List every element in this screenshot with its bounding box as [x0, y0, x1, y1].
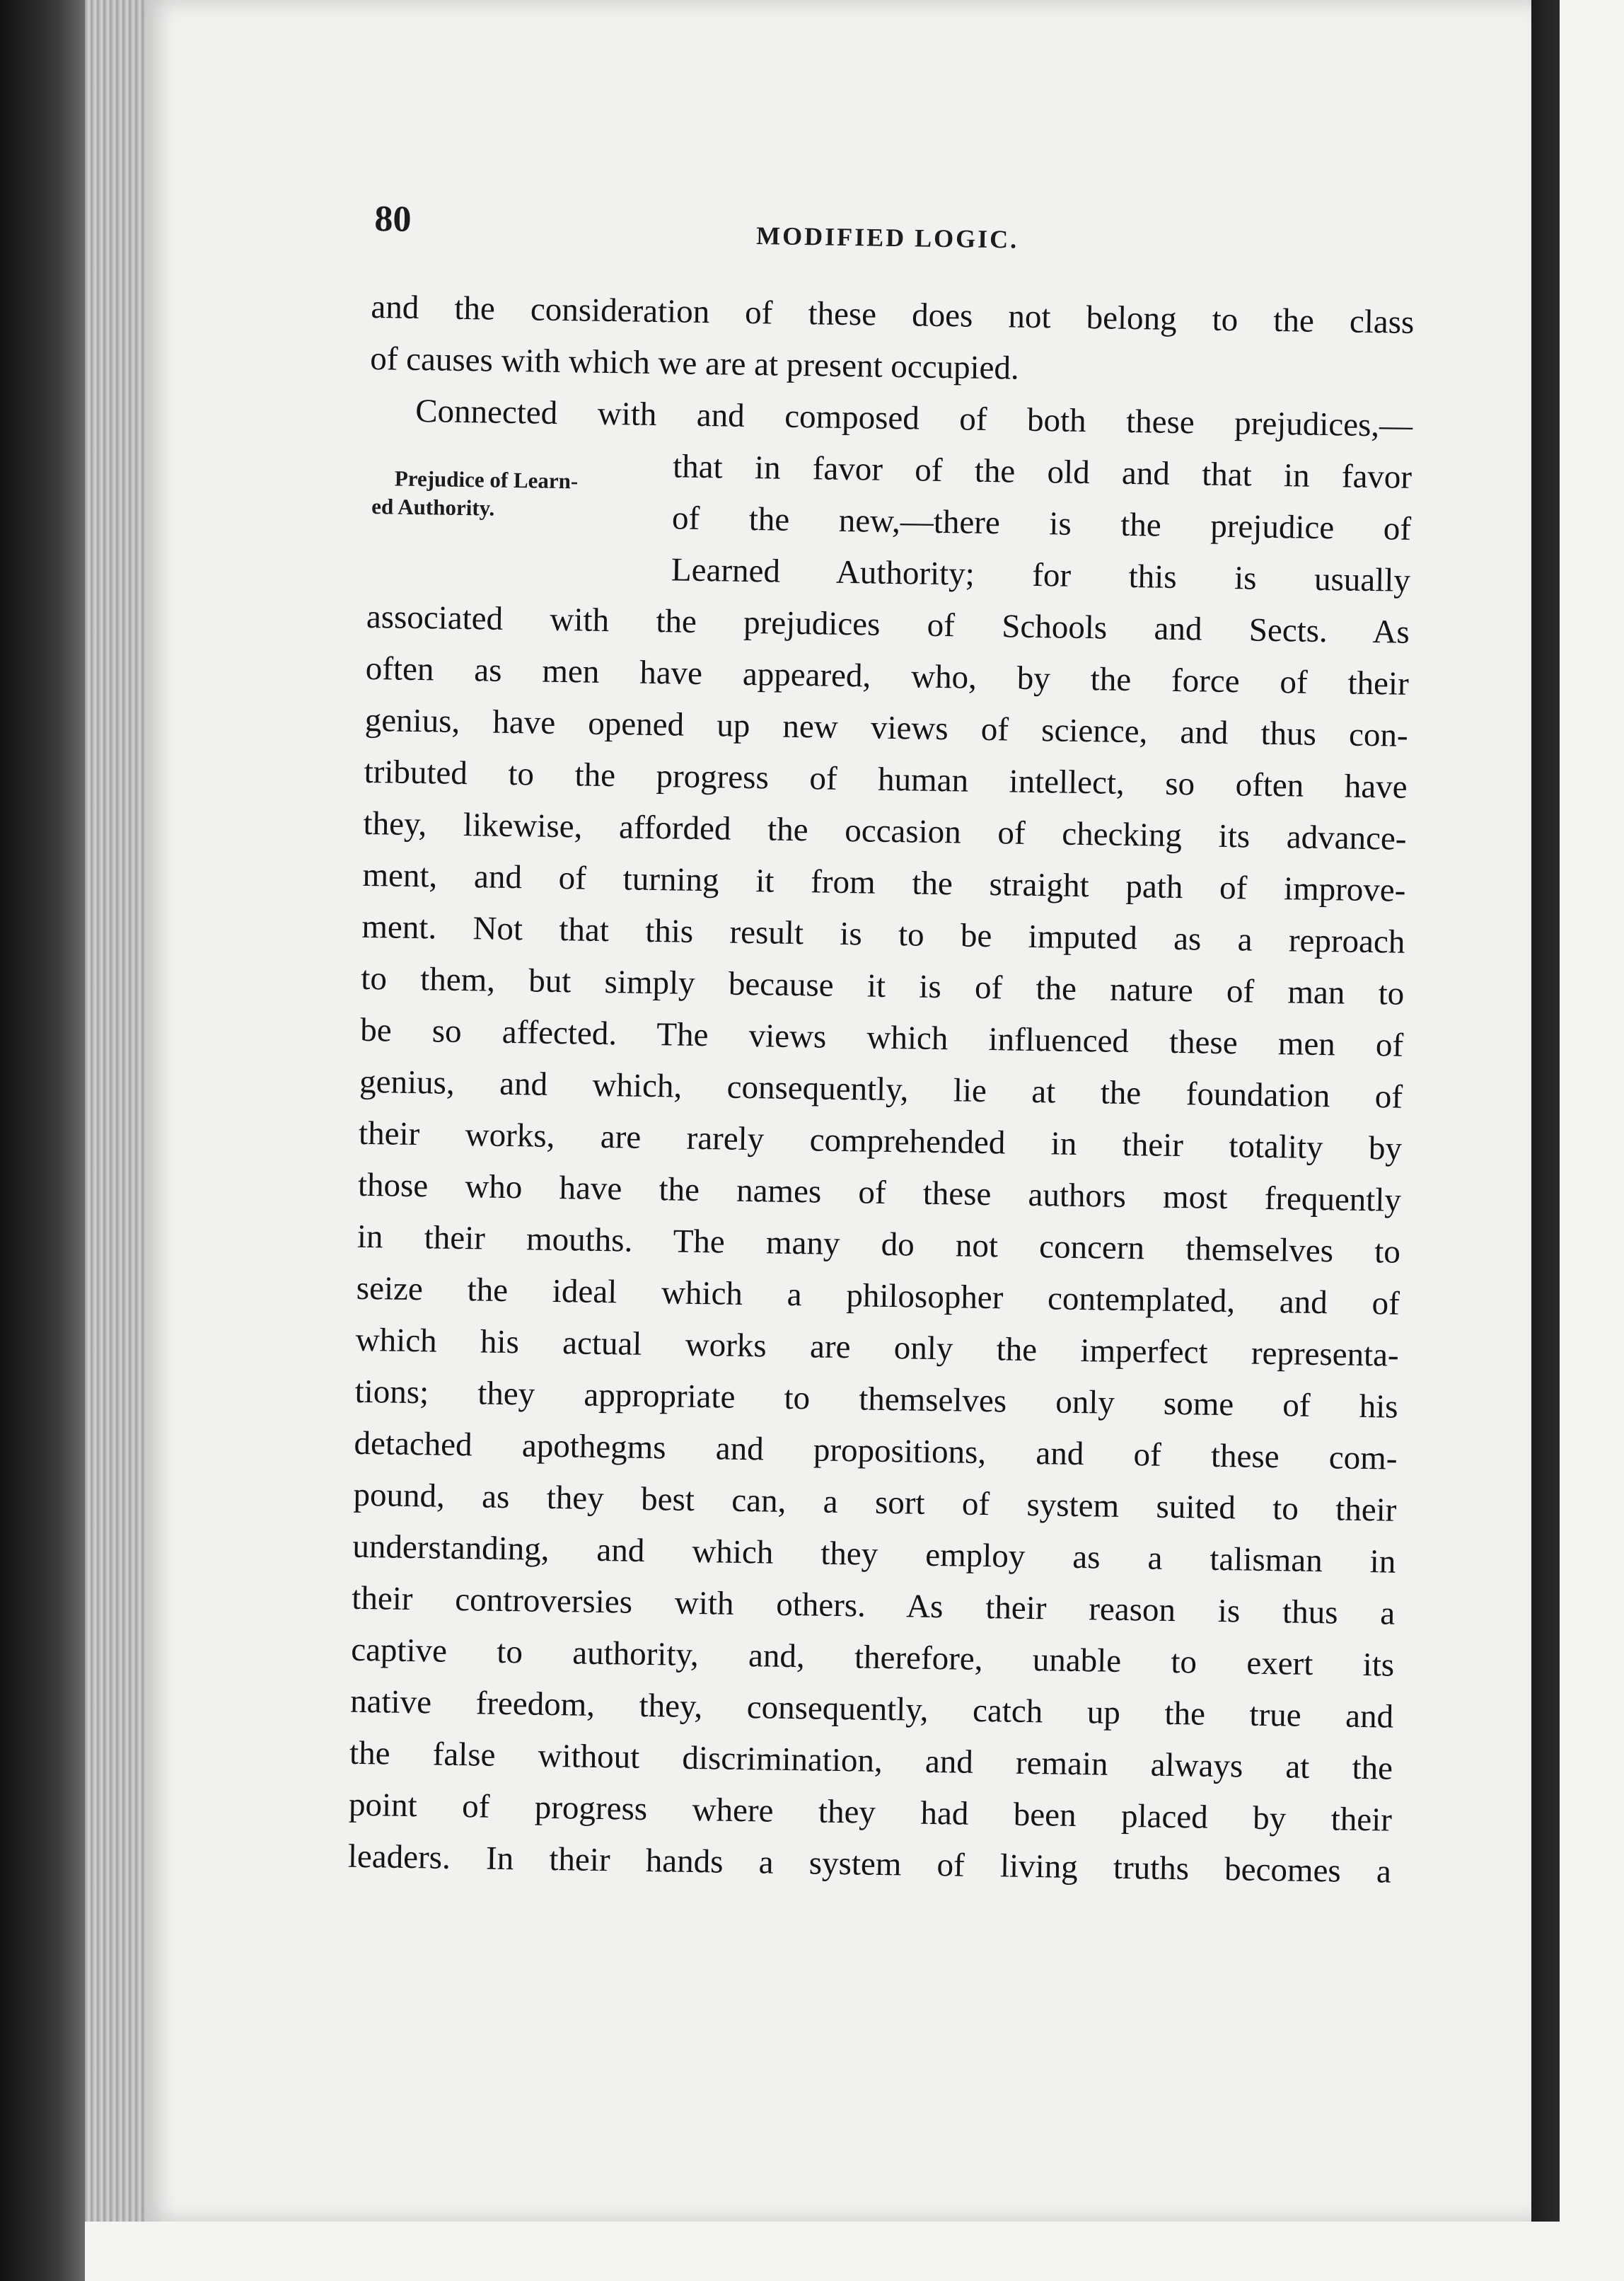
- text-line: Connected with and composed of both these prejudices,—: [414, 392, 1413, 444]
- page-number: 80: [374, 198, 412, 240]
- text-line: understanding, and which they employ as a talisman in: [352, 1528, 1396, 1581]
- text-line: seize the ideal which a philosopher contemplated, and of: [356, 1269, 1400, 1322]
- text-line: often as men have appeared, who, by the force of their: [365, 649, 1410, 703]
- marginal-note: [371, 464, 655, 525]
- scan-margin-right: [1560, 0, 1624, 2281]
- marginal-note-line: ed Authority.: [371, 494, 495, 521]
- text-line: point of progress where they had been placed by their: [348, 1786, 1393, 1839]
- text-line: in their mouths. The many do not concern themselves to: [356, 1218, 1401, 1271]
- text-line: native freedom, they, consequently, catch up the true and: [349, 1682, 1394, 1736]
- text-line: their controversies with others. As their reason is thus a: [352, 1579, 1396, 1632]
- text-line: pound, as they best can, a sort of system suited to their: [353, 1476, 1397, 1529]
- text-line: captive to authority, and, therefore, unable to exert its: [350, 1631, 1395, 1684]
- marginal-note-line: Prejudice of Learn-: [394, 466, 579, 494]
- text-line: be so affected. The views which influenced these men of: [359, 1011, 1404, 1064]
- text-line: and the consideration of these does not belong to the class: [371, 288, 1415, 341]
- text-line: detached apothegms and propositions, and of these com-: [354, 1424, 1398, 1477]
- text-line: they, likewise, afforded the occasion of checking its advance-: [363, 804, 1407, 857]
- text-line: genius, and which, consequently, lie at the foundation of: [359, 1063, 1403, 1116]
- text-line: which his actual works are only the imperfect representa-: [355, 1321, 1400, 1374]
- text-line: ment. Not that this result is to be imputed as a reproach: [361, 908, 1405, 961]
- body-text: [347, 282, 1414, 1898]
- text-line: to them, but simply because it is of the nature of man to: [361, 959, 1405, 1012]
- book-binding-right: [1531, 0, 1560, 2229]
- text-line: tributed to the progress of human intellect, so often have: [364, 753, 1408, 806]
- page-edges: [85, 0, 149, 2281]
- book-binding-left: [0, 0, 85, 2281]
- text-line: genius, have opened up new views of science, and thus con-: [364, 701, 1409, 754]
- text-line: of the new,—there is the prejudice of: [671, 499, 1412, 548]
- text-line: that in favor of the old and that in favor: [672, 448, 1413, 496]
- text-line: the false without discrimination, and remain always at the: [349, 1734, 1393, 1787]
- text-line: their works, are rarely comprehended in their totality by: [358, 1114, 1403, 1167]
- text-line: ment, and of turning it from the straight path of improve-: [362, 856, 1406, 909]
- text-line: associated with the prejudices of Schools and Sects. As: [366, 598, 1410, 651]
- text-line: Learned Authority; for this is usually: [671, 551, 1411, 599]
- text-line: leaders. In their hands a system of living truths becomes a: [347, 1837, 1392, 1890]
- text-line: those who have the names of these authors most frequently: [357, 1166, 1402, 1219]
- scan-margin-bottom: [85, 2222, 1624, 2281]
- running-title: MODIFIED LOGIC.: [755, 221, 1019, 254]
- text-line: of causes with which we are at present occupied.: [369, 340, 1020, 387]
- text-line: tions; they appropriate to themselves only some of his: [354, 1373, 1398, 1426]
